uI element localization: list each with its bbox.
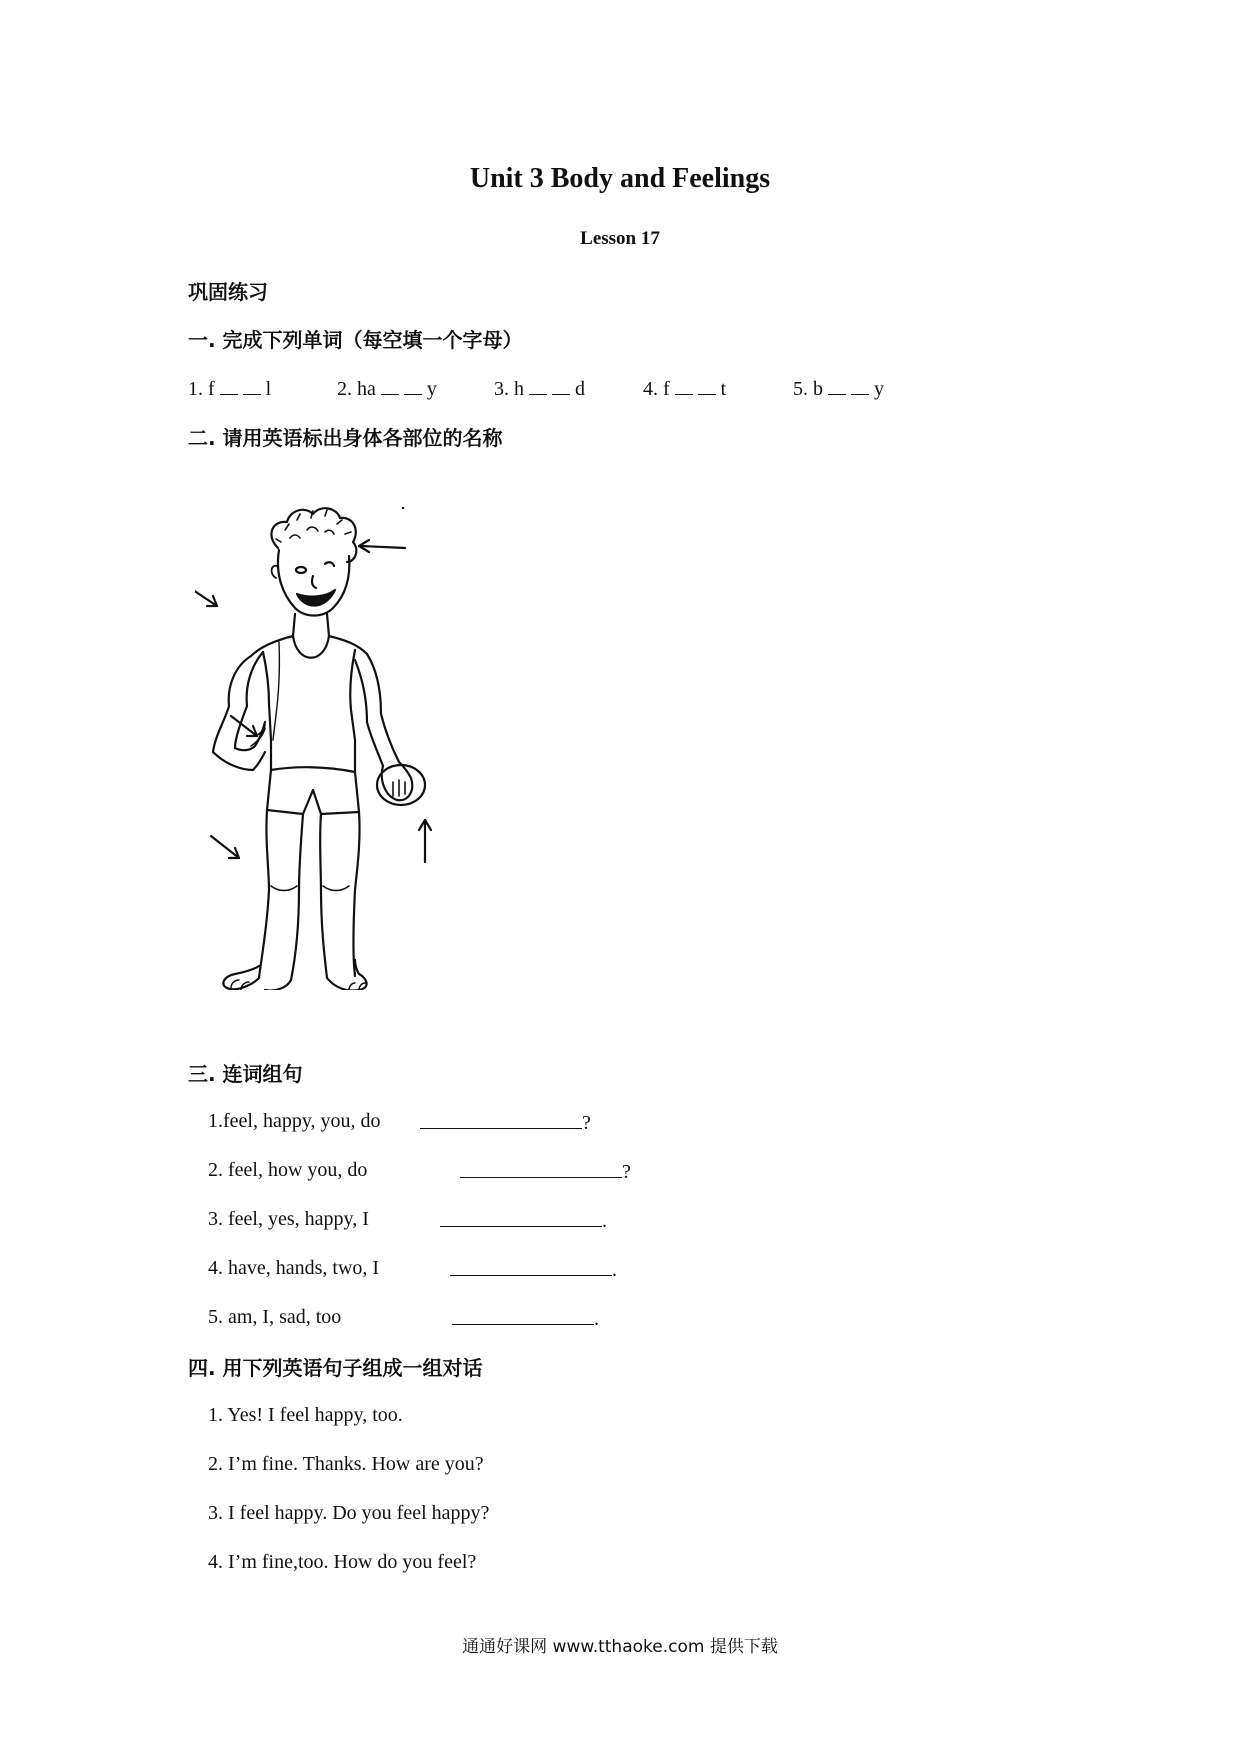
answer-line-1: ? bbox=[420, 1110, 591, 1135]
part3-heading: 三. 连词组句 bbox=[188, 1062, 303, 1086]
word-item-5: 5. b y bbox=[793, 378, 884, 400]
part4-heading: 四. 用下列英语句子组成一组对话 bbox=[188, 1356, 483, 1380]
arrow-hand bbox=[419, 820, 431, 862]
answer-line-4: . bbox=[450, 1257, 617, 1282]
arrow-arm bbox=[195, 586, 217, 606]
letter-blank[interactable] bbox=[381, 376, 399, 395]
word-item-3: 3. h d bbox=[494, 378, 585, 400]
answer-blank[interactable] bbox=[452, 1306, 594, 1325]
dialogue-item-3: 3. I feel happy. Do you feel happy? bbox=[208, 1502, 490, 1524]
letter-blank[interactable] bbox=[529, 376, 547, 395]
letter-blank[interactable] bbox=[243, 376, 261, 395]
answer-blank[interactable] bbox=[450, 1257, 612, 1276]
part1-heading: 一. 完成下列单词（每空填一个字母） bbox=[188, 328, 523, 352]
arrow-foot bbox=[211, 836, 239, 858]
dialogue-item-4: 4. I’m fine,too. How do you feel? bbox=[208, 1551, 477, 1573]
sentence-item-2: 2. feel, how you, do bbox=[208, 1159, 368, 1181]
letter-blank[interactable] bbox=[552, 376, 570, 395]
letter-blank[interactable] bbox=[220, 376, 238, 395]
answer-line-5: . bbox=[452, 1306, 599, 1331]
answer-line-3: . bbox=[440, 1208, 607, 1233]
lesson-subtitle: Lesson 17 bbox=[580, 228, 660, 249]
letter-blank[interactable] bbox=[828, 376, 846, 395]
dialogue-item-1: 1. Yes! I feel happy, too. bbox=[208, 1404, 403, 1426]
sentence-item-3: 3. feel, yes, happy, I bbox=[208, 1208, 369, 1230]
letter-blank[interactable] bbox=[851, 376, 869, 395]
arrow-head bbox=[359, 540, 405, 552]
arrow-leg bbox=[231, 716, 257, 736]
part2-heading: 二. 请用英语标出身体各部位的名称 bbox=[188, 426, 503, 450]
answer-line-2: ? bbox=[460, 1159, 631, 1184]
answer-blank[interactable] bbox=[460, 1159, 622, 1178]
page-title: Unit 3 Body and Feelings bbox=[469, 163, 771, 194]
sentence-item-1: 1.feel, happy, you, do bbox=[208, 1110, 381, 1132]
word-item-2: 2. ha y bbox=[337, 378, 437, 400]
letter-blank[interactable] bbox=[675, 376, 693, 395]
letter-blank[interactable] bbox=[404, 376, 422, 395]
sentence-item-4: 4. have, hands, two, I bbox=[208, 1257, 380, 1279]
word-item-1: 1. f l bbox=[188, 378, 272, 400]
word-item-4: 4. f t bbox=[643, 378, 727, 400]
body-figure bbox=[195, 490, 475, 990]
answer-blank[interactable] bbox=[420, 1110, 582, 1129]
answer-blank[interactable] bbox=[440, 1208, 602, 1227]
sentence-item-5: 5. am, I, sad, too bbox=[208, 1306, 342, 1328]
letter-blank[interactable] bbox=[698, 376, 716, 395]
section-label: 巩固练习 bbox=[188, 280, 268, 304]
footer-credit: 通通好课网 www.tthaoke.com 提供下载 bbox=[462, 1637, 778, 1657]
dialogue-item-2: 2. I’m fine. Thanks. How are you? bbox=[208, 1453, 484, 1475]
